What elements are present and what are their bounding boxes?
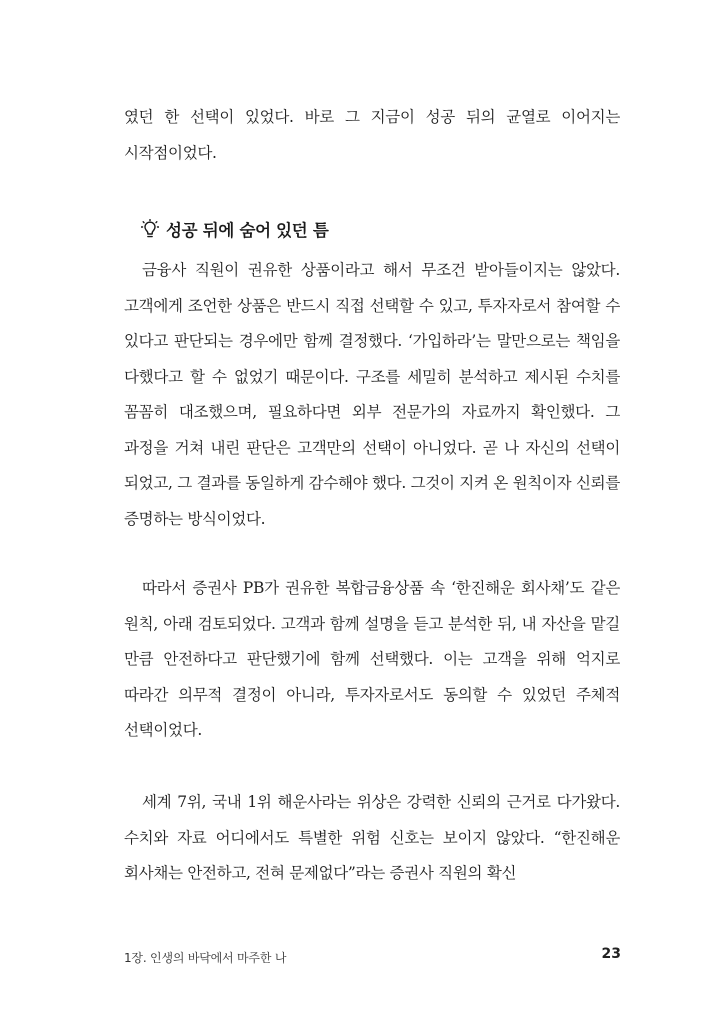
- section-heading-text: 성공 뒤에 숨어 있던 틈: [166, 221, 329, 240]
- paragraph-text: 따라서 증권사 PB가 권유한 복합금융상품 속 ‘한진해운 회사채’도 같은 원칙, 아래 검토되었다. 고객과 함께 설명을 듣고 분석한 뒤, 내 자산을 맡길 만큼 안전하다고 판단했기에 함께 선택했다. 이는 고객을 위해 억지로 따라간 의무적 결정이 아니라, 투자자로서도 동의할 수 있었던 주체적 선택이었다.: [124, 579, 620, 739]
- page-number: 23: [601, 946, 621, 962]
- lightbulb-icon: [141, 219, 159, 239]
- body-paragraph-2: [124, 571, 620, 749]
- running-footer-chapter: 1장. 인생의 바닥에서 마주한 나: [124, 951, 287, 965]
- section-heading: [141, 216, 329, 242]
- intro-text: 였던 한 선택이 있었다. 바로 그 지금이 성공 뒤의 균열로 이어지는 시작점이었다.: [124, 108, 620, 162]
- body-paragraph-1: [124, 253, 620, 537]
- paragraph-text: 세계 7위, 국내 1위 해운사라는 위상은 강력한 신뢰의 근거로 다가왔다. 수치와 자료 어디에서도 특별한 위험 신호는 보이지 않았다. “한진해운 회사채는 안전하고, 전혀 문제없다”라는 증권사 직원의 확신: [124, 793, 620, 882]
- body-paragraph-3: [124, 785, 620, 892]
- intro-paragraph: [124, 100, 620, 171]
- paragraph-text: 금융사 직원이 권유한 상품이라고 해서 무조건 받아들이지는 않았다. 고객에게 조언한 상품은 반드시 직접 선택할 수 있고, 투자자로서 참여할 수 있다고 판단되는 경우에만 함께 결정했다. ‘가입하라’는 말만으로는 책임을 다했다고 할 수 없었기 때문이다. 구조를 세밀히 분석하고 제시된 수치를 꼼꼼히 대조했으며, 필요하다면 외부 전문가의 자료까지 확인했다. 그 과정을 거쳐 내린 판단은 고객만의 선택이 아니었다. 곧 나 자신의 선택이 되었고, 그 결과를 동일하게 감수해야 했다. 그것이 지켜 온 원칙이자 신뢰를 증명하는 방식이었다.: [124, 261, 620, 528]
